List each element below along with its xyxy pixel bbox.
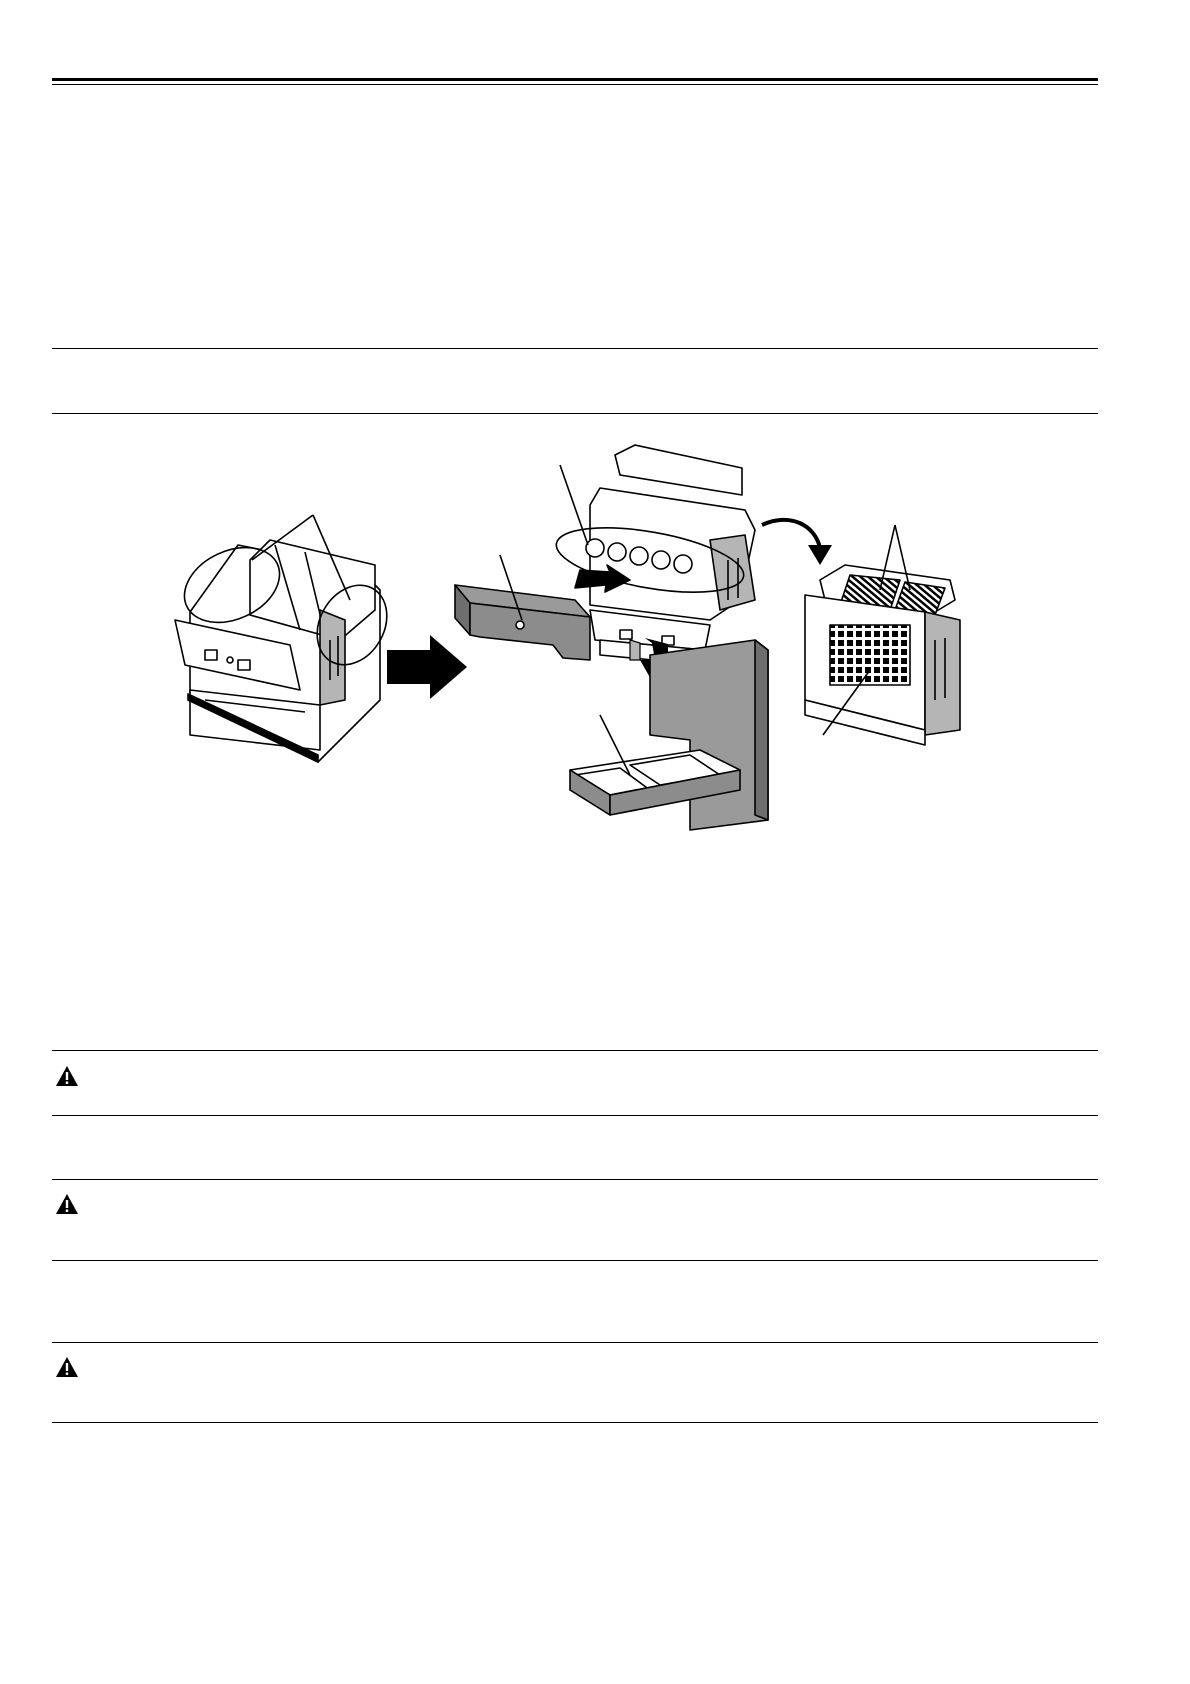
printhead-nozzle-view bbox=[805, 525, 960, 745]
right-arrow-icon bbox=[387, 635, 467, 699]
curved-arrow-head-icon bbox=[808, 545, 832, 565]
up-arrow-icon bbox=[630, 640, 640, 660]
printhead-holder-case bbox=[570, 640, 768, 830]
printhead-with-cover bbox=[172, 515, 400, 762]
curved-arrow-icon bbox=[762, 520, 820, 548]
gray-cover-part bbox=[455, 555, 590, 660]
